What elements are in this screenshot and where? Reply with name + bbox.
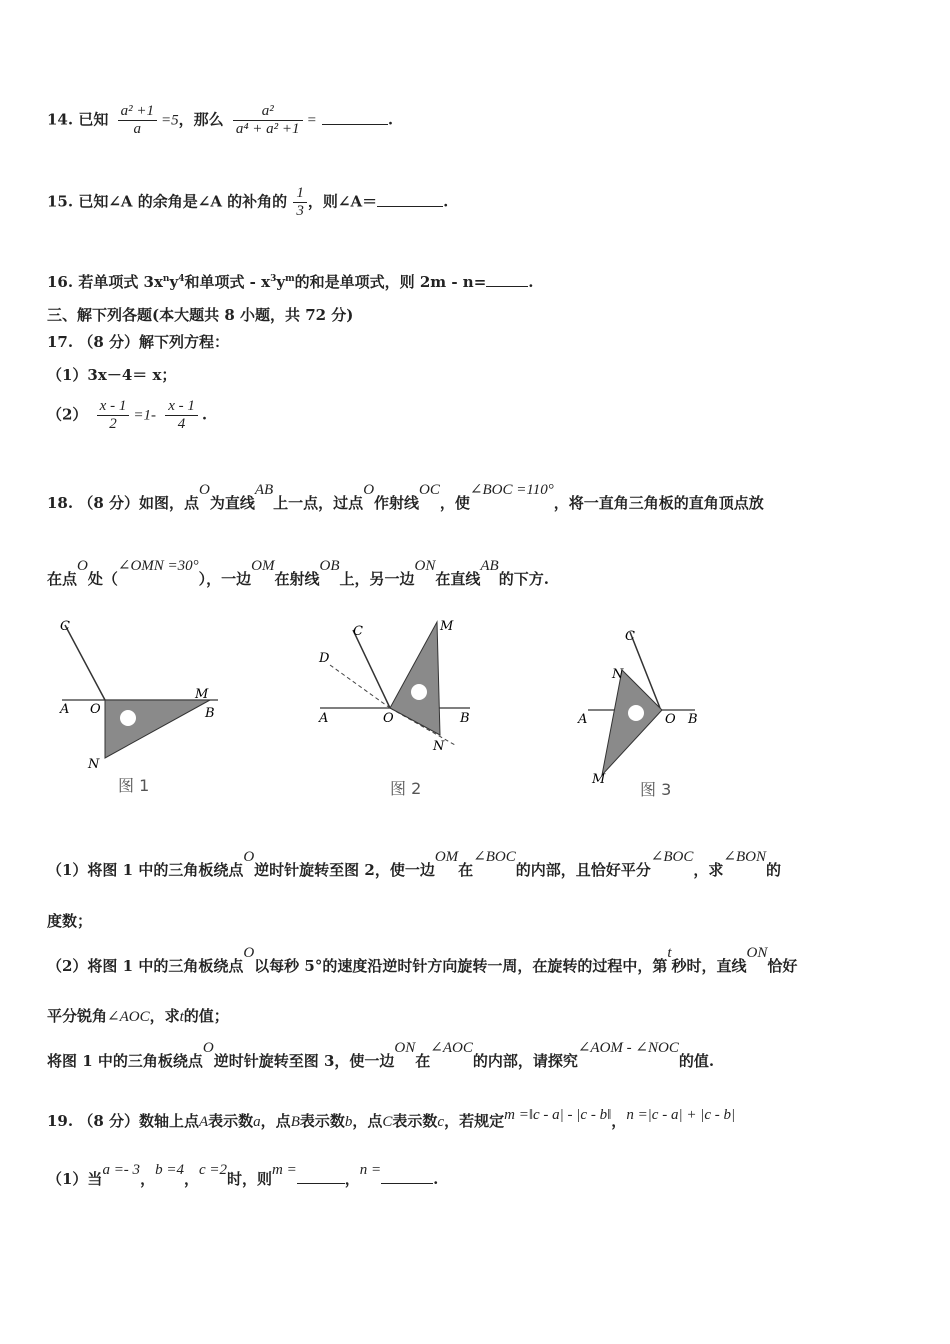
q16-t2: y (169, 273, 179, 291)
q19-l1e: ，点 (352, 1112, 383, 1130)
number-c: c (437, 1114, 445, 1130)
q19-comma-4: ， (344, 1170, 360, 1188)
fig3-label-B: B (688, 712, 698, 727)
angle-BON: ∠BON (723, 849, 766, 865)
definition-n: n =|c - a| + |c - b| (626, 1107, 736, 1123)
question-18-part-3 (47, 1040, 715, 1071)
question-17-part-1: （1）3x－4＝ x； (47, 366, 177, 384)
q14-equals-5: =5 (160, 112, 179, 129)
figure-1 (50, 610, 240, 800)
q16-sup4: m (285, 274, 295, 284)
ray-OB-label: OB (319, 558, 340, 574)
q15-text2: ，则∠A＝ (307, 192, 378, 211)
fig2-label-O: O (383, 711, 394, 726)
q14-given: 已知 (78, 110, 109, 129)
q19-p1a: （1）当 (47, 1170, 103, 1188)
fig3-label-M: M (592, 772, 606, 787)
q18-l1c: 上一点，过点 (273, 494, 364, 512)
variable-t: t (667, 945, 672, 961)
q18-p3b: 逆时针旋转至图 3，使一边 (213, 1052, 395, 1070)
q14-then: ，那么 (178, 110, 224, 129)
q18-p2c: 秒时，直线 (671, 957, 747, 975)
question-19-line-1 (47, 1107, 736, 1131)
q19-l1c: ，点 (260, 1112, 291, 1130)
q18-p1d: 的内部，且恰好平分 (515, 861, 651, 879)
q18-l1a: 18. （8 分）如图，点 (47, 494, 199, 512)
q16-sup3: 3 (270, 274, 277, 284)
question-18-part-2 (47, 945, 798, 976)
q14-frac2-numerator: a² (261, 103, 274, 119)
q18-p1a: （1）将图 1 中的三角板绕点 (47, 861, 244, 879)
q18-p3c: 在 (415, 1052, 431, 1070)
point-O-label-2: O (363, 482, 375, 498)
q18-l2a: 在点 (47, 570, 78, 588)
point-O-label-5: O (243, 945, 255, 961)
fig3-label-O: O (665, 712, 676, 727)
question-18-part-2-cont (47, 1005, 229, 1026)
q14-fraction-1 (118, 103, 157, 138)
value-c: c =2 (198, 1162, 227, 1178)
figure-2 (315, 610, 485, 760)
q18-p3a: 将图 1 中的三角板绕点 (47, 1052, 203, 1070)
q14-number: 14. (47, 110, 74, 129)
q16-t3: 和单项式 - x (184, 273, 271, 291)
q16-end: . (528, 273, 534, 291)
q19-comma: ， (611, 1112, 627, 1130)
n-answer-blank (381, 1183, 433, 1184)
definition-m: m =‖c - a| - |c - b‖ (504, 1107, 612, 1123)
angle-AOC-2: ∠AOC (430, 1040, 473, 1056)
q18-l2f: 在直线 (435, 570, 481, 588)
angle-BOC-2: ∠BOC (650, 849, 694, 865)
q18-l1b: 为直线 (209, 494, 255, 512)
q18-l2g: 的下方. (498, 570, 549, 588)
point-O-label-4: O (243, 849, 255, 865)
q19-l1d: 表示数 (299, 1112, 345, 1130)
m-equals: m = (272, 1162, 297, 1178)
m-answer-blank (297, 1183, 345, 1184)
point-A: A (198, 1114, 209, 1130)
q16-answer-blank (486, 286, 528, 287)
point-C: C (382, 1114, 393, 1130)
fig2-label-C: C (353, 624, 363, 639)
ray-OC-label: OC (419, 482, 440, 498)
side-OM-label-2: OM (434, 849, 459, 865)
point-O-label: O (198, 482, 210, 498)
q19-end: . (433, 1170, 439, 1188)
q18-l2b: 处（ (87, 570, 118, 588)
question-18-line-1 (47, 482, 764, 513)
q15-fraction (293, 185, 307, 220)
q19-l1b: 表示数 (208, 1112, 254, 1130)
question-17-heading: 17. （8 分）解下列方程： (47, 333, 229, 351)
q18-l2d: 在射线 (274, 570, 320, 588)
q19-p1b: 时，则 (227, 1170, 273, 1188)
q18-p2f: ，求 (149, 1007, 180, 1025)
q15-answer-blank (377, 206, 443, 207)
q14-end: . (387, 110, 394, 129)
q17-fraction-2 (165, 398, 198, 433)
expression-AOM-minus-NOC: ∠AOM - ∠NOC (577, 1040, 679, 1056)
q14-frac1-numerator: a² +1 (120, 103, 154, 119)
q18-p3d: 的内部，请探究 (472, 1052, 578, 1070)
figure-1-caption: 图 1 (118, 776, 150, 795)
angle-BOC-110: ∠BOC =110° (469, 482, 554, 498)
q19-l1g: ，若规定 (444, 1112, 505, 1130)
question-16 (47, 271, 534, 292)
q19-comma-2: ， (140, 1170, 156, 1188)
fig2-label-N: N (433, 739, 445, 754)
figure-3 (570, 620, 710, 790)
q16-sup2: 4 (178, 274, 185, 284)
number-a: a (253, 1114, 261, 1130)
value-b: b =4 (155, 1162, 184, 1178)
q18-p2d: 恰好 (767, 957, 798, 975)
line-AB-label-2: AB (480, 558, 499, 574)
question-18-part-1-cont: 度数； (47, 912, 93, 930)
q18-l2c: ），一边 (198, 570, 252, 588)
q14-frac2-denominator: a⁴ + a² +1 (233, 120, 303, 138)
q17-end: . (201, 405, 208, 424)
line-AB-label: AB (254, 482, 274, 498)
q19-l1a: 19. （8 分）数轴上点 (47, 1112, 199, 1130)
q18-l1f: ，将一直角三角板的直角顶点放 (553, 494, 764, 512)
fig2-label-M: M (440, 619, 454, 634)
q19-comma-3: ， (183, 1170, 199, 1188)
q18-p1f: 的 (765, 861, 781, 879)
question-18-part-1 (47, 849, 781, 880)
q16-sup1: n (162, 274, 170, 284)
variable-t-2: t (179, 1009, 184, 1025)
figure-2-caption: 图 2 (390, 779, 422, 798)
fig3-label-C: C (625, 629, 635, 644)
q17-f1-denominator: 2 (97, 415, 130, 433)
q16-t4: y (276, 273, 286, 291)
q18-p1c: 在 (458, 861, 474, 879)
q18-p1b: 逆时针旋转至图 2，使一边 (254, 861, 435, 879)
angle-AOC: ∠AOC (107, 1009, 150, 1025)
side-ON-label: ON (414, 558, 436, 574)
question-14 (47, 103, 393, 138)
question-17-part-2 (47, 398, 207, 433)
q14-frac1-denominator: a (118, 120, 157, 138)
q15-text: 15. 已知∠A 的余角是∠A 的补角的 (47, 192, 288, 211)
question-15 (47, 185, 448, 220)
fig2-label-B: B (460, 711, 470, 726)
fig1-label-B: B (205, 706, 215, 721)
angle-OMN-30: ∠OMN =30° (117, 558, 199, 574)
number-b: b (344, 1114, 353, 1130)
q17-f2-numerator: x - 1 (168, 398, 195, 414)
side-OM-label: OM (251, 558, 275, 574)
section-3-heading: 三、解下列各题(本大题共 8 小题，共 72 分) (47, 306, 354, 324)
fig1-label-O: O (90, 702, 101, 717)
q19-l1f: 表示数 (392, 1112, 438, 1130)
fig2-label-A: A (319, 711, 329, 726)
q17-fraction-1 (97, 398, 130, 433)
fig1-label-A: A (60, 702, 70, 717)
q14-answer-blank (322, 124, 388, 125)
fig3-label-A: A (578, 712, 588, 727)
q18-p2a: （2）将图 1 中的三角板绕点 (47, 957, 244, 975)
value-a: a =- 3 (102, 1162, 141, 1178)
q18-p2g: 的值； (183, 1007, 229, 1025)
q18-p2e: 平分锐角 (47, 1007, 108, 1025)
q18-p2b: 以每秒 5°的速度沿逆时针方向旋转一周，在旋转的过程中，第 (254, 957, 668, 975)
q16-text: 16. 若单项式 3x (47, 273, 163, 291)
q14-equals: = (306, 112, 317, 129)
point-B: B (290, 1114, 300, 1130)
fig3-label-N: N (612, 667, 624, 682)
point-O-label-3: O (77, 558, 88, 574)
q15-frac-numerator: 1 (296, 185, 304, 201)
angle-BOC: ∠BOC (473, 849, 516, 865)
question-19-part-1 (47, 1162, 439, 1189)
q18-l1e: ，使 (439, 494, 470, 512)
q16-t5: 的和是单项式，则 2m - n= (294, 273, 487, 291)
line-ON-label: ON (746, 945, 768, 961)
q17-f2-denominator: 4 (165, 415, 198, 433)
n-equals: n = (359, 1162, 382, 1178)
fig1-label-C: C (60, 619, 70, 634)
figure-3-caption: 图 3 (640, 780, 672, 799)
q18-l1d: 作射线 (374, 494, 420, 512)
q17-mid: =1- (133, 407, 156, 424)
q18-l2e: 上，另一边 (339, 570, 415, 588)
point-O-label-6: O (202, 1040, 214, 1056)
fig2-label-D: D (319, 651, 330, 666)
fig1-label-M: M (195, 687, 209, 702)
side-ON-label-2: ON (394, 1040, 416, 1056)
q15-frac-denominator: 3 (293, 202, 307, 220)
q15-end: . (443, 192, 449, 211)
question-18-line-2 (47, 558, 549, 589)
q14-fraction-2 (233, 103, 303, 138)
q18-p3e: 的值. (678, 1052, 715, 1070)
q17-f1-numerator: x - 1 (99, 398, 127, 414)
q17-p2-label: （2） (47, 405, 88, 424)
fig1-label-N: N (88, 757, 100, 772)
q18-p1e: ，求 (693, 861, 724, 879)
